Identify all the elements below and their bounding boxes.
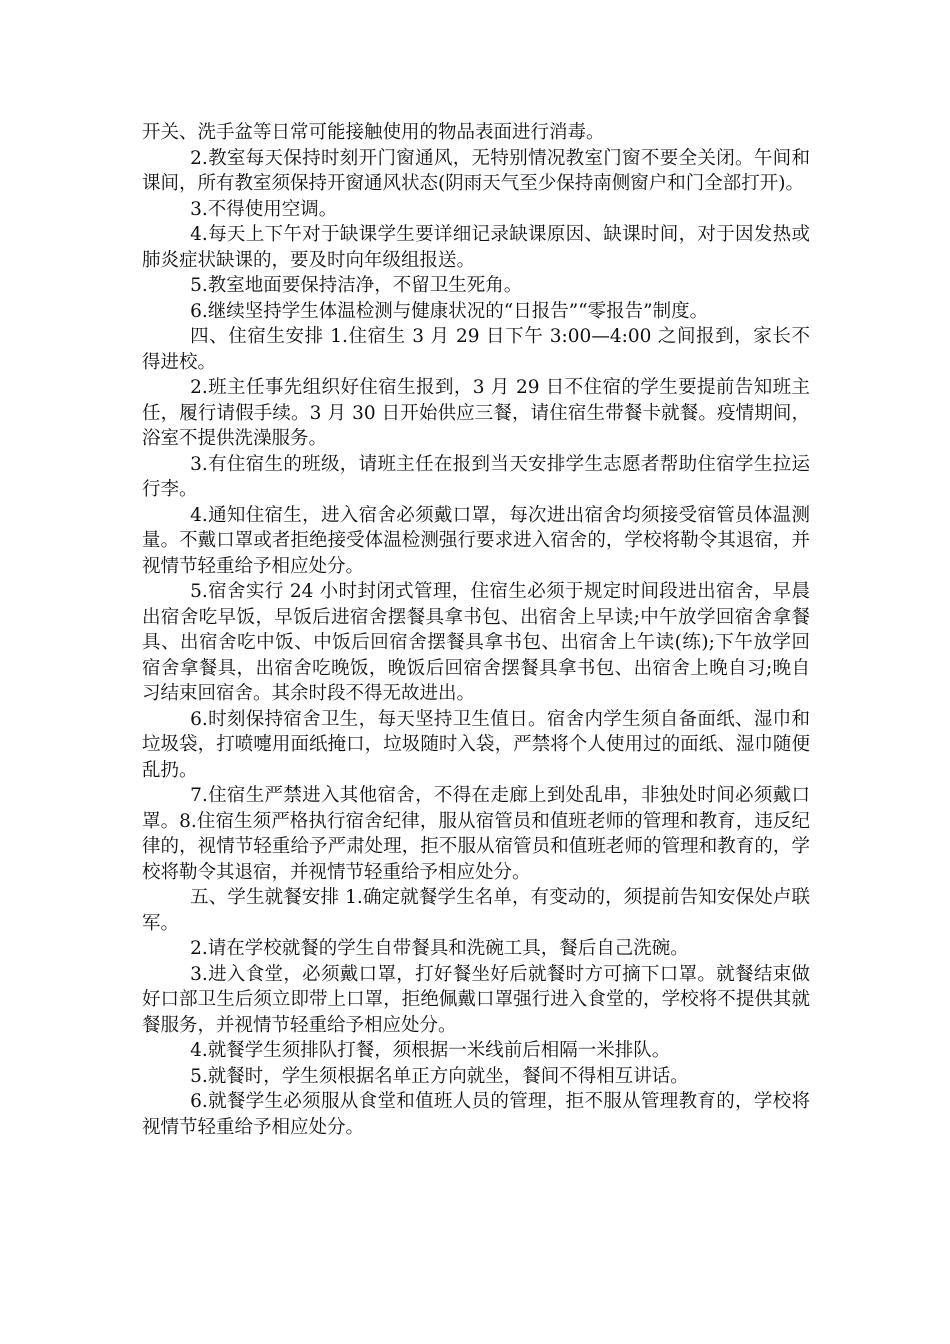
paragraph: 3.进入食堂，必须戴口罩，打好餐坐好后就餐时方可摘下口罩。就餐结束做好口部卫生后须立即带上口罩，拒绝佩戴口罩强行进入食堂的，学校将不提供其就餐服务，并视情节轻重给予相应处分。 bbox=[142, 963, 810, 1036]
document-body bbox=[142, 120, 810, 1140]
paragraph: 开关、洗手盆等日常可能接触使用的物品表面进行消毒。 bbox=[142, 122, 605, 143]
paragraph: 3.不得使用空调。 bbox=[190, 198, 338, 220]
paragraph: 2.班主任事先组织好住宿生报到，3 月 29 日不住宿的学生要提前告知班主任，履行请假手续。3 月 30 日开始供应三餐，请住宿生带餐卡就餐。疫情期间，浴室不提供洗澡服务。 bbox=[142, 377, 810, 449]
paragraph: 4.通知住宿生，进入宿舍必须戴口罩，每次进出宿舍均须接受宿管员体温测量。不戴口罩或者拒绝接受体温检测强行要求进入宿舍的，学校将勒令其退宿，并视情节轻重给予相应处分。 bbox=[142, 504, 810, 577]
paragraph: 2.请在学校就餐的学生自带餐具和洗碗工具，餐后自己洗碗。 bbox=[190, 938, 689, 959]
paragraph: 4.就餐学生须排队打餐，须根据一米线前后相隔一米排队。 bbox=[190, 1040, 671, 1061]
paragraph: 5.就餐时，学生须根据名单正方向就坐，餐间不得相互讲话。 bbox=[190, 1065, 689, 1087]
paragraph: 4.每天上下午对于缺课学生要详细记录缺课原因、缺课时间，对于因发热或肺炎症状缺课的，要及时向年级组报送。 bbox=[142, 224, 810, 271]
paragraph: 5.宿舍实行 24 小时封闭式管理，住宿生必须于规定时间段进出宿舍，早晨出宿舍吃早饭，早饭后进宿舍摆餐具拿书包、出宿舍上早读;中午放学回宿舍拿餐具、出宿舍吃中饭、中饭后回宿舍摆餐具拿书包、出宿舍上午读(练);下午放学回宿舍拿餐具，出宿舍吃晚饭，晚饭后回宿舍摆餐具拿书包、出宿舍上晚自习;晚自习结束回宿舍。其余时段不得无故进出。 bbox=[142, 581, 810, 704]
paragraph: 6.继续坚持学生体温检测与健康状况的“日报告”“零报告”制度。 bbox=[190, 300, 709, 322]
section-heading-paragraph: 五、学生就餐安排 1.确定就餐学生名单，有变动的，须提前告知安保处卢联军。 bbox=[142, 887, 810, 934]
paragraph: 3.有住宿生的班级，请班主任在报到当天安排学生志愿者帮助住宿学生拉运行李。 bbox=[142, 453, 810, 500]
paragraph: 5.教室地面要保持洁净，不留卫生死角。 bbox=[190, 275, 523, 296]
paragraph: 6.时刻保持宿舍卫生，每天坚持卫生值日。宿舍内学生须自备面纸、湿巾和垃圾袋，打喷嚏用面纸掩口，垃圾随时入袋，严禁将个人使用过的面纸、湿巾随便乱扔。 bbox=[142, 708, 810, 781]
paragraph: 2.教室每天保持时刻开门窗通风，无特别情况教室门窗不要全关闭。午间和课间，所有教室须保持开窗通风状态(阴雨天气至少保持南侧窗户和门全部打开)。 bbox=[142, 147, 810, 194]
paragraph: 7.住宿生严禁进入其他宿舍，不得在走廊上到处乱串，非独处时间必须戴口罩。8.住宿生须严格执行宿舍纪律，服从宿管员和值班老师的管理和教育，违反纪律的，视情节轻重给予严肃处理，拒不服从宿管员和值班老师的管理和教育的，学校将勒令其退宿，并视情节轻重给予相应处分。 bbox=[142, 785, 810, 883]
section-heading-paragraph: 四、住宿生安排 1.住宿生 3 月 29 日下午 3:00—4:00 之间报到，家长不得进校。 bbox=[142, 326, 810, 373]
paragraph: 6.就餐学生必须服从食堂和值班人员的管理，拒不服从管理教育的，学校将视情节轻重给予相应处分。 bbox=[142, 1091, 810, 1138]
